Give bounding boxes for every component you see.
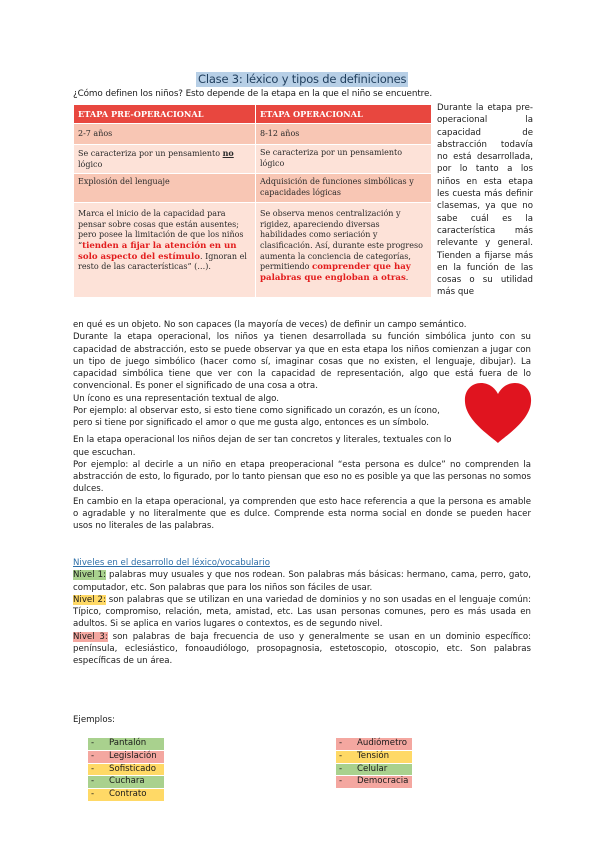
heart-icon — [462, 381, 534, 445]
example-word: Democracia — [357, 776, 409, 787]
paragraph: En la etapa operacional los niños dejan de ser tan concretos y literales, textuales con lo que escuchan. — [73, 435, 452, 458]
example-word: Celular — [357, 763, 388, 774]
header-operational: ETAPA OPERACIONAL — [256, 105, 432, 124]
example-word: Sofisticado — [109, 763, 157, 774]
page-title: Clase 3: léxico y tipos de definiciones — [198, 72, 407, 86]
examples-list-left — [88, 738, 164, 802]
cell-attention-op — [256, 202, 432, 297]
level-3-paragraph — [73, 631, 531, 668]
cell-lang-op: Adquisición de funciones simbólicas y capacidades lógicas — [256, 174, 432, 202]
level-3-label: Nivel 3: — [73, 631, 108, 642]
list-item: - Celular — [336, 764, 412, 776]
example-word: Contrato — [109, 789, 147, 800]
cell-attention-pre — [74, 202, 256, 297]
thought-pre-no: no — [222, 148, 234, 158]
attention-op-text-a: Se observa menos centralización y rigidez, apareciendo diversas habilidades como seriación y clasificación. Así, durante este progreso aumenta la conciencia de categorías, permitiendo — [260, 208, 423, 272]
example-word: Audiómetro — [357, 738, 408, 748]
list-item: - Pantalón — [88, 738, 164, 750]
attention-pre-text-a: Marca el inicio de la capacidad para pensar sobre cosas que están ausentes; pero posee la limitación de que los niños “ — [78, 208, 244, 250]
table-row — [74, 145, 432, 174]
list-item: - Sofisticado — [88, 764, 164, 776]
cell-lang-pre: Explosión del lenguaje — [74, 174, 256, 202]
level-1-label: Nivel 1: — [73, 570, 106, 581]
levels-heading: Niveles en el desarrollo del léxico/vocabulario — [73, 558, 270, 568]
intro-question: ¿Cómo definen los niños? Esto depende de la etapa en la que el niño se encuentre. — [73, 89, 433, 99]
examples-list-right — [336, 738, 412, 789]
paragraph: Durante la etapa operacional, los niños ya tienen desarrollada su función simbólica junto con su capacidad de abstracción, esto se puede observar ya que en esta etapa los niños comienzan a jugar con un tipo de juego simbólico (hacer como sí, imaginar cosas que no existen, el lenguaje, dibujar). La capacidad simbólica tiene que ver con la capacidad de representación, algo que está fuera de lo convencional. Es poner el significado de una cosa a otra. — [73, 332, 531, 392]
list-item: - Cuchara — [88, 776, 164, 788]
stages-table — [73, 104, 432, 298]
example-word: Legislación — [109, 750, 157, 761]
table-header-row — [74, 105, 432, 124]
table-row — [74, 174, 432, 202]
level-2-label: Nivel 2: — [73, 594, 106, 605]
level-2-paragraph — [73, 594, 531, 631]
attention-op-text-b: . — [405, 273, 409, 283]
level-3-text: son palabras de baja frecuencia de uso y generalmente se usan en un dominio específico: península, eclesiástico, fonoaudiólogo, prosopagnosia, estetoscopio, otoscopio, etc. Son palabras específicas de un área. — [73, 631, 532, 666]
level-1-paragraph — [73, 569, 531, 594]
list-item: - Democracia — [336, 776, 412, 788]
attention-pre-highlight: tienden a fijar la atención en un solo aspecto del estímulo — [78, 240, 237, 262]
cell-thought-op: Se caracteriza por un pensamiento lógico — [256, 145, 432, 174]
list-item: - Tensión — [336, 751, 412, 763]
table-row — [74, 202, 432, 297]
levels-section — [73, 557, 531, 667]
thought-pre-text-b: lógico — [78, 159, 103, 169]
level-1-text: palabras muy usuales y que nos rodean. Son palabras más básicas: hermano, cama, perro, gato, computador, etc. Son palabras que para los niños son fáciles de usar. — [73, 570, 531, 593]
example-word: Tensión — [357, 750, 390, 761]
attention-op-highlight: comprender que hay palabras que engloban a otras — [260, 262, 411, 284]
paragraph: Un ícono es una representación textual de algo. — [73, 393, 279, 404]
header-preoperational: ETAPA PRE-OPERACIONAL — [74, 105, 256, 124]
list-item: - Contrato — [88, 789, 164, 801]
cell-age-op: 8-12 años — [256, 124, 432, 145]
list-item: - Audiómetro — [336, 738, 412, 750]
paragraph: Por ejemplo: al observar esto, si esto tiene como significado un corazón, es un ícono, pero si tiene por significado el amor o que me gusta algo, entonces es un símbolo. — [73, 405, 440, 428]
cell-age-pre: 2-7 años — [74, 124, 256, 145]
list-item: - Legislación — [88, 751, 164, 763]
side-paragraph: Durante la etapa pre-operacional la capacidad de abstracción todavía no está desarrollada, por lo tanto a los niños en esta etapa les cuesta más definir clasemas, ya que no sabe cuál es la característica más relevante y general. Tienden a fijarse más en la función de las cosas o su utilidad más que — [437, 103, 533, 298]
example-word: Pantalón — [109, 738, 147, 748]
table-row — [74, 124, 432, 145]
examples-label: Ejemplos: — [73, 715, 115, 725]
thought-pre-text-a: Se caracteriza por un pensamiento — [78, 149, 223, 158]
paragraph: Por ejemplo: al decirle a un niño en etapa preoperacional “esta persona es dulce” no comprenden la abstracción de esto, lo figurado, por lo tanto piensan que eso no es posible ya que las personas no somos dulces. — [73, 459, 531, 495]
paragraph: en qué es un objeto. No son capaces (la mayoría de veces) de definir un campo semántico. — [73, 320, 467, 330]
cell-thought-pre — [74, 145, 256, 174]
example-word: Cuchara — [109, 776, 145, 787]
paragraph: En cambio en la etapa operacional, ya comprenden que esto hace referencia a que la persona es amable o agradable y no literalmente que es dulce. Comprende esta norma social en donde se pueden hacer usos no literales de las palabras. — [73, 496, 531, 531]
attention-pre-text-b: . Ignoran el resto de las características” (…). — [78, 251, 247, 272]
level-2-text: son palabras que se utilizan en una variedad de dominios y no son usadas en el lenguaje común: Típico, compromiso, relación, meta, amistad, etc. Las usan personas comunes, pero es más usada en adultos. Si se aplica en varios lugares o contextos, es de segundo nivel. — [73, 594, 532, 630]
